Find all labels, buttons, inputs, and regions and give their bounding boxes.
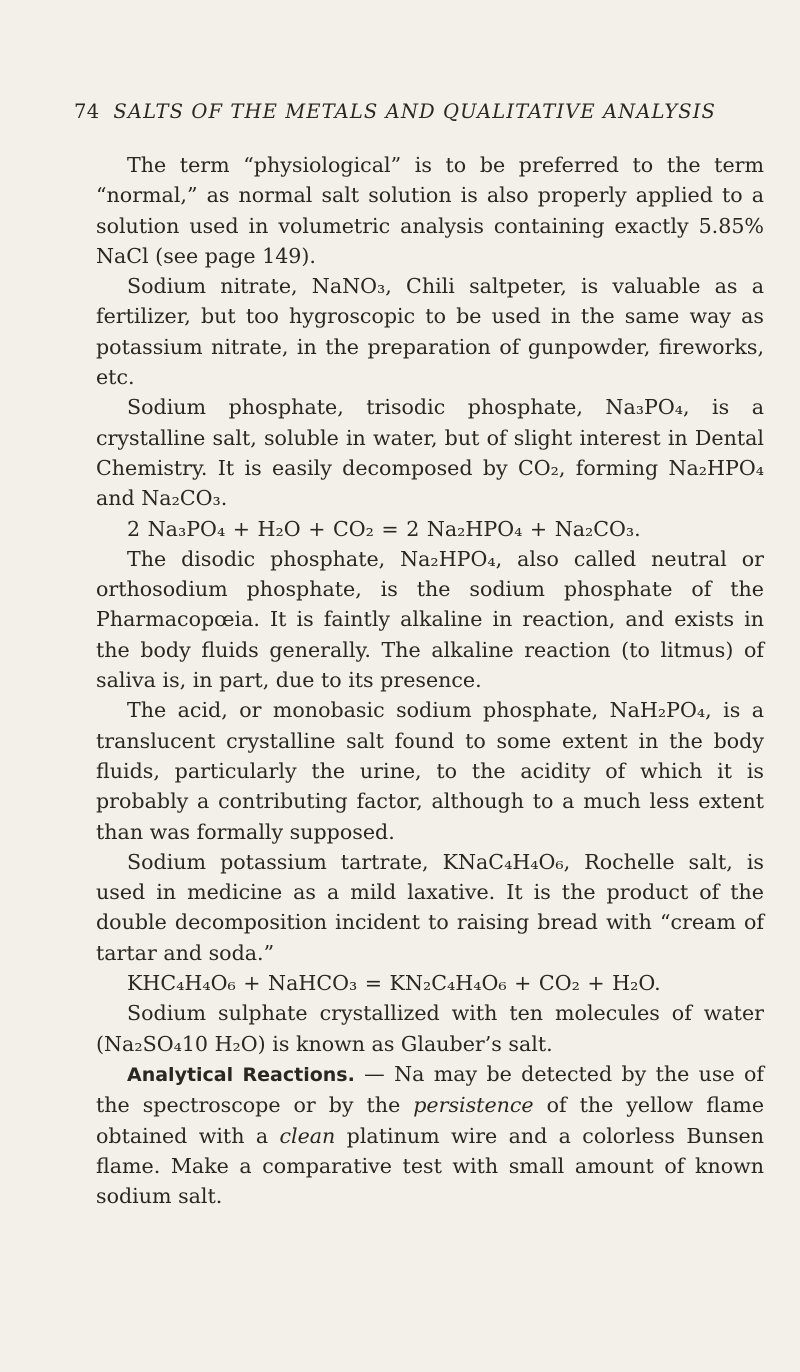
paragraph-acid-phosphate: The acid, or monobasic sodium phosphate, NaH₂PO₄, is a translucent crystalline salt found to some extent in the body fluids, particularly the urine, to the acidity of which it is probably a contributing factor, although to a much less extent than was formally supposed. (96, 698, 764, 844)
paragraph-physiological: The term “physiological” is to be preferred to the term “normal,” as normal salt solution is also properly applied to a solution used in volumetric analysis containing exactly 5.85% NaCl (see page 149). (96, 153, 764, 268)
emphasis-persistence: persistence (413, 1093, 534, 1118)
emphasis-clean: clean (279, 1123, 336, 1148)
page-body (96, 150, 764, 1211)
paragraph-sodium-nitrate: Sodium nitrate, NaNO₃, Chili saltpeter, is valuable as a fertilizer, but too hygroscopic to be used in the same way as potassium nitrate, in the preparation of gunpowder, fireworks, etc. (96, 274, 764, 390)
paragraph-disodic-phosphate: The disodic phosphate, Na₂HPO₄, also called neutral or orthosodium phosphate, is the sodium phosphate of the Pharmacopœia. It is faintly alkaline in reaction, and exists in the body fluids generally. The alkaline reaction (to litmus) of saliva is, in part, due to its presence. (96, 546, 764, 693)
running-title: SALTS OF THE METALS AND QUALITATIVE ANALYSIS (113, 100, 717, 123)
text-run: of the yellow flame obtained with a (96, 1093, 765, 1148)
equation-phosphate: 2 Na₃PO₄ + H₂O + CO₂ = 2 Na₂HPO₄ + Na₂CO₃. (127, 516, 641, 541)
running-header (74, 100, 764, 123)
text-run: — Na may be detected by the use of the spectroscope or by the (96, 1061, 765, 1118)
paragraph-rochelle-salt: Sodium potassium tartrate, KNaC₄H₄O₆, Rochelle salt, is used in medicine as a mild laxative. It is the product of the double decomposition incident to raising bread with “cream of tartar and soda.” (96, 849, 764, 965)
equation-tartrate: KHC₄H₄O₆ + NaHCO₃ = KN₂C₄H₄O₆ + CO₂ + H₂O. (127, 971, 661, 996)
section-lead: Analytical Reactions. (127, 1063, 355, 1086)
paragraph-glauber-salt: Sodium sulphate crystallized with ten molecules of water (Na₂SO₄10 H₂O) is known as Glauber’s salt. (96, 1001, 764, 1056)
text-run: platinum wire and a colorless Bunsen flame. Make a comparative test with small amount of known sodium salt. (96, 1123, 764, 1209)
page-number: 74 (74, 100, 100, 123)
paragraph-analytical-reactions (96, 1059, 764, 1211)
paragraph-sodium-phosphate: Sodium phosphate, trisodic phosphate, Na₃PO₄, is a crystalline salt, soluble in water, but of slight interest in Dental Chemistry. It is easily decomposed by CO₂, forming Na₂HPO₄ and Na₂CO₃. (96, 395, 764, 511)
